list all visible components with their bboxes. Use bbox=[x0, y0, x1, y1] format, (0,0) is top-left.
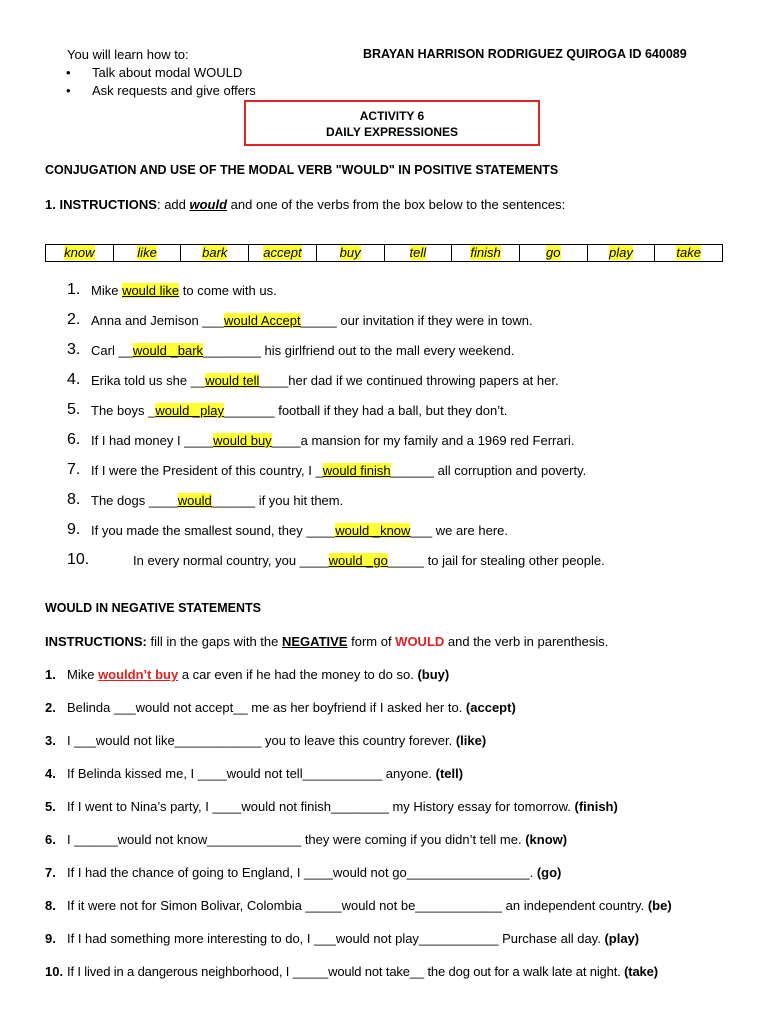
instructions-text: form of bbox=[347, 634, 396, 649]
negative-section-title: WOULD IN NEGATIVE STATEMENTS bbox=[45, 601, 261, 615]
positive-sentence: Anna and Jemison ___would Accept_____ our invitation if they were in town. bbox=[91, 313, 533, 328]
verb-word: like bbox=[137, 245, 157, 260]
would-keyword: WOULD bbox=[395, 634, 445, 649]
student-name: BRAYAN HARRISON RODRIGUEZ QUIROGA ID 640089 bbox=[363, 47, 687, 61]
negative-sentence: I ______would not know_____________ they were coming if you didn’t tell me. (know) bbox=[67, 832, 568, 847]
verb-cell bbox=[181, 245, 249, 261]
answer: would like bbox=[122, 283, 180, 298]
answer: would buy bbox=[213, 433, 272, 448]
verb-cell bbox=[114, 245, 182, 261]
verb-word: accept bbox=[263, 245, 302, 260]
negative-sentence: Mike wouldn’t buy a car even if he had the money to do so. (buy) bbox=[67, 667, 450, 682]
instructions-text: : add bbox=[156, 197, 190, 212]
bullet-item: • Ask requests and give offers bbox=[92, 83, 256, 98]
verb-cell bbox=[46, 245, 114, 261]
negative-sentence: If it were not for Simon Bolivar, Colombia _____would not be____________ an independent country. (be) bbox=[67, 898, 672, 913]
verb-cell bbox=[385, 245, 453, 261]
negative-sentence: If Belinda kissed me, I ____would not tell___________ anyone. (tell) bbox=[67, 766, 464, 781]
negative-sentence: If I had the chance of going to England, I ____would not go_________________. (go) bbox=[67, 865, 562, 880]
negative-sentence: If I lived in a dangerous neighborhood, I _____would not take__ the dog out for a walk late at night. (take) bbox=[67, 964, 658, 979]
answer: would _know bbox=[335, 523, 411, 538]
item-number: 8. bbox=[67, 491, 81, 508]
positive-sentence: In every normal country, you ____would _go_____ to jail for stealing other people. bbox=[133, 553, 605, 568]
item-number: 9. bbox=[67, 521, 81, 538]
verb-cell bbox=[317, 245, 385, 261]
verb-cell bbox=[655, 245, 722, 261]
item-number: 2. bbox=[67, 311, 81, 328]
item-number: 5. bbox=[45, 799, 56, 814]
verb-cell bbox=[452, 245, 520, 261]
item-number: 7. bbox=[67, 461, 81, 478]
positive-sentence: If I were the President of this country, I _would finish______ all corruption and poverty. bbox=[91, 463, 587, 478]
verb-word: bark bbox=[202, 245, 228, 260]
answer: would Accept bbox=[223, 313, 301, 328]
answer: would tell bbox=[205, 373, 260, 388]
item-number: 4. bbox=[45, 766, 56, 781]
verb-word: know bbox=[64, 245, 95, 260]
item-number: 4. bbox=[67, 371, 81, 388]
item-number: 6. bbox=[45, 832, 56, 847]
item-number: 5. bbox=[67, 401, 81, 418]
item-number: 3. bbox=[45, 733, 56, 748]
negative-keyword: NEGATIVE bbox=[281, 634, 348, 649]
answer: would finish bbox=[322, 463, 391, 478]
positive-sentence: If I had money I ____would buy____a mansion for my family and a 1969 red Ferrari. bbox=[91, 433, 575, 448]
positive-sentence: Mike would like to come with us. bbox=[91, 283, 277, 298]
negative-instructions bbox=[45, 634, 608, 649]
negative-sentence: If I had something more interesting to do, I ___would not play___________ Purchase all day. (play) bbox=[67, 931, 640, 946]
item-number: 1. bbox=[45, 667, 56, 682]
positive-section-title: CONJUGATION AND USE OF THE MODAL VERB "WOULD" IN POSITIVE STATEMENTS bbox=[45, 163, 559, 177]
instructions-text: and one of the verbs from the box below to the sentences: bbox=[227, 197, 566, 212]
instructions-text: fill in the gaps with the bbox=[146, 634, 282, 649]
item-number: 8. bbox=[45, 898, 56, 913]
instructions-would: would bbox=[189, 197, 228, 212]
activity-number: ACTIVITY 6 bbox=[359, 109, 425, 123]
verb-box bbox=[45, 244, 723, 262]
positive-sentence: The dogs ____would______ if you hit them. bbox=[91, 493, 344, 508]
negative-sentence: Belinda ___would not accept__ me as her boyfriend if I asked her to. (accept) bbox=[67, 700, 516, 715]
negative-sentence: I ___would not like____________ you to leave this country forever. (like) bbox=[67, 733, 487, 748]
verb-cell bbox=[520, 245, 588, 261]
item-number: 9. bbox=[45, 931, 56, 946]
instructions-text: and the verb in parenthesis. bbox=[444, 634, 609, 649]
example-answer: wouldn’t buy bbox=[98, 667, 179, 682]
item-number: 3. bbox=[67, 341, 81, 358]
positive-sentence: If you made the smallest sound, they ____would _know___ we are here. bbox=[91, 523, 508, 538]
verb-cell bbox=[249, 245, 317, 261]
verb-word: take bbox=[676, 245, 701, 260]
item-number: 7. bbox=[45, 865, 56, 880]
answer: would _bark bbox=[132, 343, 204, 358]
instructions-label: 1. INSTRUCTIONS bbox=[45, 197, 157, 212]
verb-word: tell bbox=[409, 245, 427, 260]
verb-word: finish bbox=[470, 245, 501, 260]
verb-cell bbox=[588, 245, 656, 261]
instructions-label: INSTRUCTIONS: bbox=[45, 634, 147, 649]
answer: would _go bbox=[328, 553, 388, 568]
item-number: 2. bbox=[45, 700, 56, 715]
learn-intro: You will learn how to: bbox=[67, 47, 189, 62]
positive-sentence: Carl __would _bark________ his girlfriend out to the mall every weekend. bbox=[91, 343, 515, 358]
activity-box bbox=[244, 100, 540, 146]
item-number: 1. bbox=[67, 281, 81, 298]
verb-word: buy bbox=[339, 245, 361, 260]
answer: would _play bbox=[155, 403, 224, 418]
item-number: 10. bbox=[45, 964, 64, 979]
activity-title: DAILY EXPRESSIONES bbox=[325, 125, 459, 139]
item-number: 10. bbox=[67, 551, 90, 568]
positive-sentence: Erika told us she __would tell____her dad if we continued throwing papers at her. bbox=[91, 373, 559, 388]
negative-sentence: If I went to Nina’s party, I ____would not finish________ my History essay for tomorrow. (finish) bbox=[67, 799, 618, 814]
positive-instructions bbox=[45, 197, 565, 212]
verb-word: play bbox=[609, 245, 633, 260]
verb-word: go bbox=[546, 245, 561, 260]
item-number: 6. bbox=[67, 431, 81, 448]
answer: would bbox=[177, 493, 212, 508]
positive-sentence: The boys _would _play_______ football if they had a ball, but they don’t. bbox=[91, 403, 508, 418]
bullet-item: • Talk about modal WOULD bbox=[92, 65, 242, 80]
